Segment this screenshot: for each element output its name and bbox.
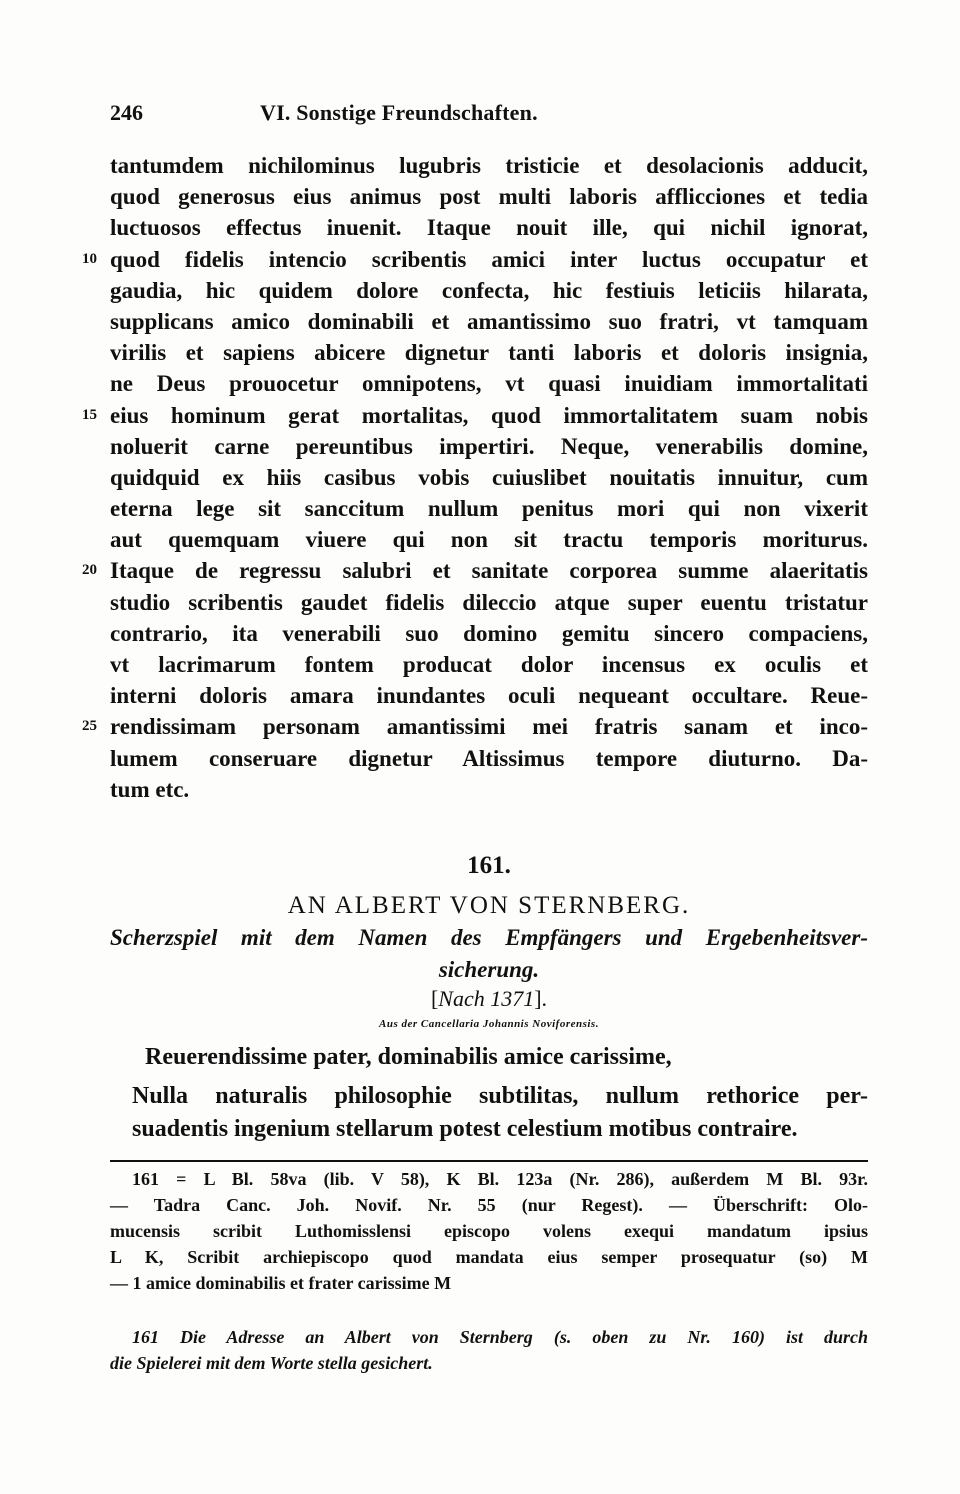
line-number: 15 (82, 406, 97, 423)
letter-salutation: Reuerendissime pater, dominabilis amice carissime, (145, 1044, 672, 1070)
text-line (110, 462, 868, 493)
line-text: lumem conseruare dignetur Altissimus tempore diuturno. Da- (110, 745, 868, 771)
line-text: eterna lege sit sanccitum nullum penitus mori qui non vixerit (110, 496, 868, 522)
line-text: luctuosos effectus inuenit. Itaque nouit ille, qui nichil ignorat, (110, 215, 868, 241)
line-number: 10 (82, 250, 97, 267)
commentary-line: 161 Die Adresse an Albert von Sternberg (s. oben zu Nr. 160) ist durch (132, 1327, 868, 1347)
text-line (110, 680, 868, 711)
line-text: tantumdem nichilominus lugubris tristicie et desolacionis adducit, (110, 153, 868, 178)
letter-line: suadentis ingenium stellarum potest celestium motibus contraire. (132, 1116, 798, 1142)
line-text: quod fidelis intencio scribentis amici inter luctus occupatur et (110, 246, 868, 272)
critical-apparatus (110, 1166, 868, 1296)
apparatus-line: — Tadra Canc. Joh. Novif. Nr. 55 (nur Regest). — Überschrift: Olo- (110, 1195, 868, 1215)
line-text: gaudia, hic quidem dolore confecta, hic festiuis leticiis hilarata, (110, 277, 868, 303)
text-line (110, 524, 868, 555)
document-source: Aus der Cancellaria Johannis Noviforensis. (379, 1018, 599, 1030)
commentary-notes (110, 1324, 868, 1376)
text-line (110, 618, 868, 649)
text-line (110, 774, 868, 805)
letter-line: Nulla naturalis philosophie subtilitas, nullum rethorice per- (132, 1083, 868, 1109)
text-line (110, 337, 868, 368)
text-line (110, 368, 868, 399)
line-text: interni doloris amara inundantes oculi nequeant occultare. Reue- (110, 683, 868, 709)
line-text: contrario, ita venerabili suo domino gemitu sincero compaciens, (110, 620, 868, 646)
running-title: VI. Sonstige Freundschaften. (260, 100, 538, 125)
apparatus-line: 161 = L Bl. 58va (lib. V 58), K Bl. 123a (Nr. 286), außerdem M Bl. 93r. (132, 1169, 868, 1189)
text-line (110, 431, 868, 462)
apparatus-line: — 1 amice dominabilis et frater carissime M (110, 1273, 452, 1293)
date-close-bracket: ]. (534, 986, 548, 1011)
subtitle-line: sicherung. (438, 957, 540, 982)
apparatus-line: mucensis scribit Luthomisslensi episcopo volens exequi mandatum ipsius (110, 1221, 868, 1241)
text-line (110, 743, 868, 774)
letter-text (132, 1080, 868, 1146)
line-text: virilis et sapiens abicere dignetur tanti laboris et doloris insignia, (110, 340, 868, 366)
line-text: rendissimam personam amantissimi mei fratris sanam et inco- (110, 714, 868, 740)
line-text: studio scribentis gaudet fidelis dileccio atque super euentu tristatur (110, 589, 868, 615)
line-text: eius hominum gerat mortalitas, quod immortalitatem suam nobis (110, 402, 868, 428)
line-number: 25 (82, 718, 97, 735)
date-text: Nach 1371 (438, 986, 535, 1011)
date-open-bracket: [ (430, 986, 439, 1011)
page-number: 246 (110, 100, 143, 125)
subtitle-line: Scherzspiel mit dem Namen des Empfängers und Ergebenheitsver- (110, 925, 868, 950)
document-number: 161. (467, 852, 511, 879)
text-line (82, 244, 868, 275)
line-number: 20 (82, 562, 97, 579)
apparatus-line: L K, Scribit archiepiscopo quod mandata eius semper prosequatur (so) M (110, 1247, 868, 1267)
text-line (110, 649, 868, 680)
text-line (82, 400, 868, 431)
text-line (110, 493, 868, 524)
text-line (110, 306, 868, 337)
line-text: Itaque de regressu salubri et sanitate corporea summe alaeritatis (110, 558, 868, 584)
text-line (110, 181, 868, 212)
text-line (110, 212, 868, 243)
text-line (82, 711, 868, 742)
text-line (110, 587, 868, 618)
line-text: tum etc. (110, 776, 190, 802)
line-text: vt lacrimarum fontem producat dolor incensus ex oculis et (110, 652, 868, 677)
document-date (110, 986, 868, 1012)
line-text: supplicans amico dominabili et amantissimo suo fratri, vt tamquam (110, 308, 868, 334)
body-text (82, 150, 868, 805)
commentary-line: die Spielerei mit dem Worte stella gesichert. (110, 1353, 433, 1373)
line-text: aut quemquam viuere qui non sit tractu temporis moriturus. (110, 527, 868, 553)
line-text: quod generosus eius animus post multi laboris afflicciones et tedia (110, 184, 868, 210)
document-heading: AN ALBERT VON STERNBERG. (287, 892, 691, 919)
line-text: quidquid ex hiis casibus vobis cuiuslibet nouitatis innuitur, cum (110, 464, 868, 490)
text-line (82, 555, 868, 586)
line-text: ne Deus prouocetur omnipotens, vt quasi inuidiam immortalitati (110, 371, 868, 397)
document-subtitle (110, 922, 868, 986)
line-text: noluerit carne pereuntibus impertiri. Neque, venerabilis domine, (110, 433, 868, 459)
footnote-divider (110, 1160, 868, 1162)
text-line (110, 150, 868, 181)
text-line (110, 275, 868, 306)
